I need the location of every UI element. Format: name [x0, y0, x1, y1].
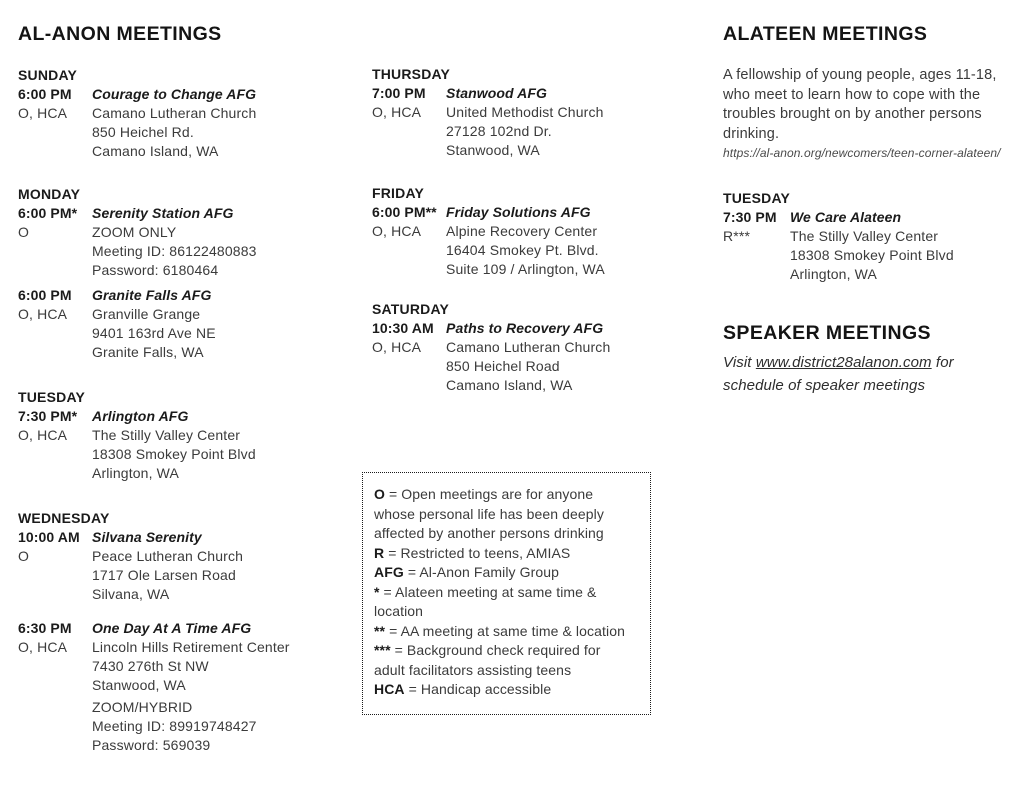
meeting-left-column — [18, 286, 92, 362]
alanon-title: AL-ANON MEETINGS — [18, 23, 222, 45]
meeting-address-line: Camano Island, WA — [92, 143, 219, 159]
legend-text: = Al-Anon Family Group — [403, 564, 560, 580]
legend-box — [362, 472, 651, 715]
speaker-meetings-title: SPEAKER MEETINGS — [723, 322, 931, 344]
meeting-address-line: 16404 Smokey Pt. Blvd. — [446, 242, 599, 258]
meeting-time: 7:00 PM — [372, 85, 426, 101]
meeting-address-line: Alpine Recovery Center — [446, 223, 598, 239]
meeting-time: 10:00 AM — [18, 529, 80, 545]
alateen-title: ALATEEN MEETINGS — [723, 23, 928, 45]
meeting-name: We Care Alateen — [790, 209, 902, 225]
meeting-zoom-password: Password: 6180464 — [92, 262, 219, 278]
meeting-address-line: Arlington, WA — [790, 266, 878, 282]
meeting-right-column — [92, 85, 338, 161]
meeting-left-column — [723, 208, 790, 284]
legend-text: = Restricted to teens, AMIAS — [384, 544, 571, 561]
meeting-left-column — [18, 85, 92, 161]
meeting-address-line: The Stilly Valley Center — [92, 427, 241, 443]
meeting-address-line: Camano Lutheran Church — [446, 339, 611, 355]
meeting-address-line: Camano Lutheran Church — [92, 105, 257, 121]
meeting-address-line: Peace Lutheran Church — [92, 548, 244, 564]
meeting-right-column — [92, 204, 338, 280]
legend-key: *** — [374, 642, 391, 658]
legend-item — [374, 622, 642, 642]
meeting-time: 10:30 AM — [372, 320, 434, 336]
meeting-address-line: Lincoln Hills Retirement Center — [92, 639, 290, 655]
meeting-name: Silvana Serenity — [92, 529, 202, 545]
meeting-right-column — [790, 208, 1023, 284]
meeting-time: 6:00 PM** — [372, 204, 437, 220]
meeting-name: Stanwood AFG — [446, 85, 548, 101]
meeting-left-column — [18, 528, 92, 604]
day-label: TUESDAY — [18, 389, 86, 405]
meeting-address-line: United Methodist Church — [446, 104, 604, 120]
speaker-note-suffix: for schedule of speaker meetings — [723, 354, 954, 394]
meeting-codes: O — [18, 548, 30, 564]
meeting-codes: O, HCA — [372, 223, 422, 239]
meeting-name: Friday Solutions AFG — [446, 204, 591, 220]
legend-key: HCA — [374, 681, 405, 697]
meeting-codes: O, HCA — [372, 339, 422, 355]
meeting-codes: O, HCA — [18, 427, 68, 443]
day-label: THURSDAY — [372, 66, 451, 82]
meeting-time: 6:00 PM — [18, 287, 72, 303]
meeting-left-column — [18, 204, 92, 280]
legend-text: = Handicap accessible — [404, 681, 552, 697]
meeting-right-column — [92, 619, 338, 755]
meeting-address-line: 9401 163rd Ave NE — [92, 325, 216, 341]
meeting-entry — [18, 85, 338, 161]
meeting-time: 7:30 PM* — [18, 408, 78, 424]
meeting-entry — [372, 203, 664, 279]
legend-item — [374, 680, 642, 700]
meeting-address-line: Silvana, WA — [92, 586, 170, 602]
meeting-address-line: 850 Heichel Road — [446, 358, 560, 374]
day-label: SUNDAY — [18, 67, 78, 83]
meeting-address-line: 27128 102nd Dr. — [446, 123, 552, 139]
meeting-address-line: Arlington, WA — [92, 465, 180, 481]
meeting-zoom-id: Meeting ID: 86122480883 — [92, 243, 257, 259]
legend-text: = Background check required for adult facilitators assisting teens — [374, 642, 601, 678]
meeting-name: One Day At A Time AFG — [92, 620, 252, 636]
meeting-entry — [18, 204, 338, 280]
meeting-address-line: Stanwood, WA — [92, 677, 186, 693]
legend-text: = Open meetings are for anyone whose personal life has been deeply affected by another persons drinking — [374, 486, 604, 541]
meeting-right-column — [446, 203, 664, 279]
alanon-column-middle — [372, 65, 664, 395]
day-section-friday — [372, 184, 664, 279]
meeting-time: 6:00 PM* — [18, 205, 78, 221]
legend-key: ** — [374, 622, 386, 639]
day-label: SATURDAY — [372, 301, 450, 317]
meeting-right-column — [92, 407, 338, 483]
meeting-name: Courage to Change AFG — [92, 86, 257, 102]
legend-text: = AA meeting at same time & location — [385, 622, 625, 639]
meeting-address-line: Camano Island, WA — [446, 377, 573, 393]
day-label: WEDNESDAY — [18, 510, 110, 526]
meeting-left-column — [18, 619, 92, 755]
meeting-address-line: 850 Heichel Rd. — [92, 124, 194, 140]
day-section-thursday — [372, 65, 664, 160]
meeting-address-line: 18308 Smokey Point Blvd — [790, 247, 954, 263]
meeting-time: 6:30 PM — [18, 620, 72, 636]
meeting-name: Arlington AFG — [92, 408, 189, 424]
meeting-zoom-line: ZOOM ONLY — [92, 224, 177, 240]
alateen-column-right — [723, 18, 1023, 397]
speaker-meetings-note — [723, 352, 1023, 397]
meeting-entry — [18, 528, 338, 604]
meeting-address-line: Granville Grange — [92, 306, 201, 322]
day-section-saturday — [372, 300, 664, 395]
meeting-left-column — [372, 203, 446, 279]
meeting-left-column — [18, 407, 92, 483]
meeting-name: Granite Falls AFG — [92, 287, 212, 303]
legend-text: = Alateen meeting at same time & location — [374, 583, 597, 619]
meeting-time: 7:30 PM — [723, 209, 777, 225]
day-section-monday — [18, 185, 338, 362]
legend-item — [374, 583, 642, 622]
meeting-address-line: Stanwood, WA — [446, 142, 540, 158]
meeting-codes: R*** — [723, 228, 751, 244]
meeting-codes: O, HCA — [18, 306, 68, 322]
meeting-right-column — [92, 528, 338, 604]
legend-item — [374, 485, 642, 544]
meeting-name: Paths to Recovery AFG — [446, 320, 604, 336]
meeting-entry — [18, 407, 338, 483]
legend-key: AFG — [374, 564, 404, 580]
alateen-url: https://al-anon.org/newcomers/teen-corner-alateen/ — [723, 146, 1001, 160]
meeting-right-column — [92, 286, 338, 362]
meeting-right-column — [446, 84, 664, 160]
meeting-address-line: Suite 109 / Arlington, WA — [446, 261, 605, 277]
meeting-right-column — [446, 319, 664, 395]
meeting-address-line: 1717 Ole Larsen Road — [92, 567, 236, 583]
meeting-address-line: Granite Falls, WA — [92, 344, 204, 360]
meeting-zoom-line: ZOOM/HYBRID — [92, 699, 193, 715]
day-section-tuesday — [18, 388, 338, 483]
district28-link[interactable]: www.district28alanon.com — [755, 354, 932, 371]
meeting-name: Serenity Station AFG — [92, 205, 234, 221]
legend-key: O — [374, 486, 385, 502]
day-section-sunday — [18, 66, 338, 161]
meeting-entry — [18, 619, 338, 755]
meeting-codes: O, HCA — [18, 105, 68, 121]
meeting-time: 6:00 PM — [18, 86, 72, 102]
day-section-wednesday — [18, 509, 338, 755]
legend-key: R — [374, 544, 385, 561]
meeting-zoom-id: Meeting ID: 89919748427 — [92, 718, 257, 734]
legend-item — [374, 641, 642, 680]
meeting-codes: O — [18, 224, 30, 240]
day-label: MONDAY — [18, 186, 81, 202]
alanon-column-left — [18, 18, 338, 755]
meeting-codes: O, HCA — [372, 104, 422, 120]
alateen-description: A fellowship of young people, ages 11-18, who meet to learn how to cope with the troubles brought on by another persons drinking. — [723, 67, 997, 142]
meeting-entry — [372, 84, 664, 160]
day-label: TUESDAY — [723, 190, 791, 206]
legend-item — [374, 563, 642, 583]
meeting-zoom-block — [92, 698, 338, 755]
meeting-entry — [372, 319, 664, 395]
meeting-address-line: The Stilly Valley Center — [790, 228, 939, 244]
meeting-left-column — [372, 319, 446, 395]
meeting-zoom-password: Password: 569039 — [92, 737, 211, 753]
speaker-note-prefix: Visit — [723, 354, 756, 371]
legend-key: * — [374, 583, 380, 600]
day-section-alateen-tuesday — [723, 189, 1023, 284]
meeting-entry — [18, 286, 338, 362]
meeting-address-line: 18308 Smokey Point Blvd — [92, 446, 256, 462]
meeting-codes: O, HCA — [18, 639, 68, 655]
meeting-entry — [723, 208, 1023, 284]
day-label: FRIDAY — [372, 185, 425, 201]
legend-item — [374, 544, 642, 564]
meeting-left-column — [372, 84, 446, 160]
meeting-address-line: 7430 276th St NW — [92, 658, 209, 674]
